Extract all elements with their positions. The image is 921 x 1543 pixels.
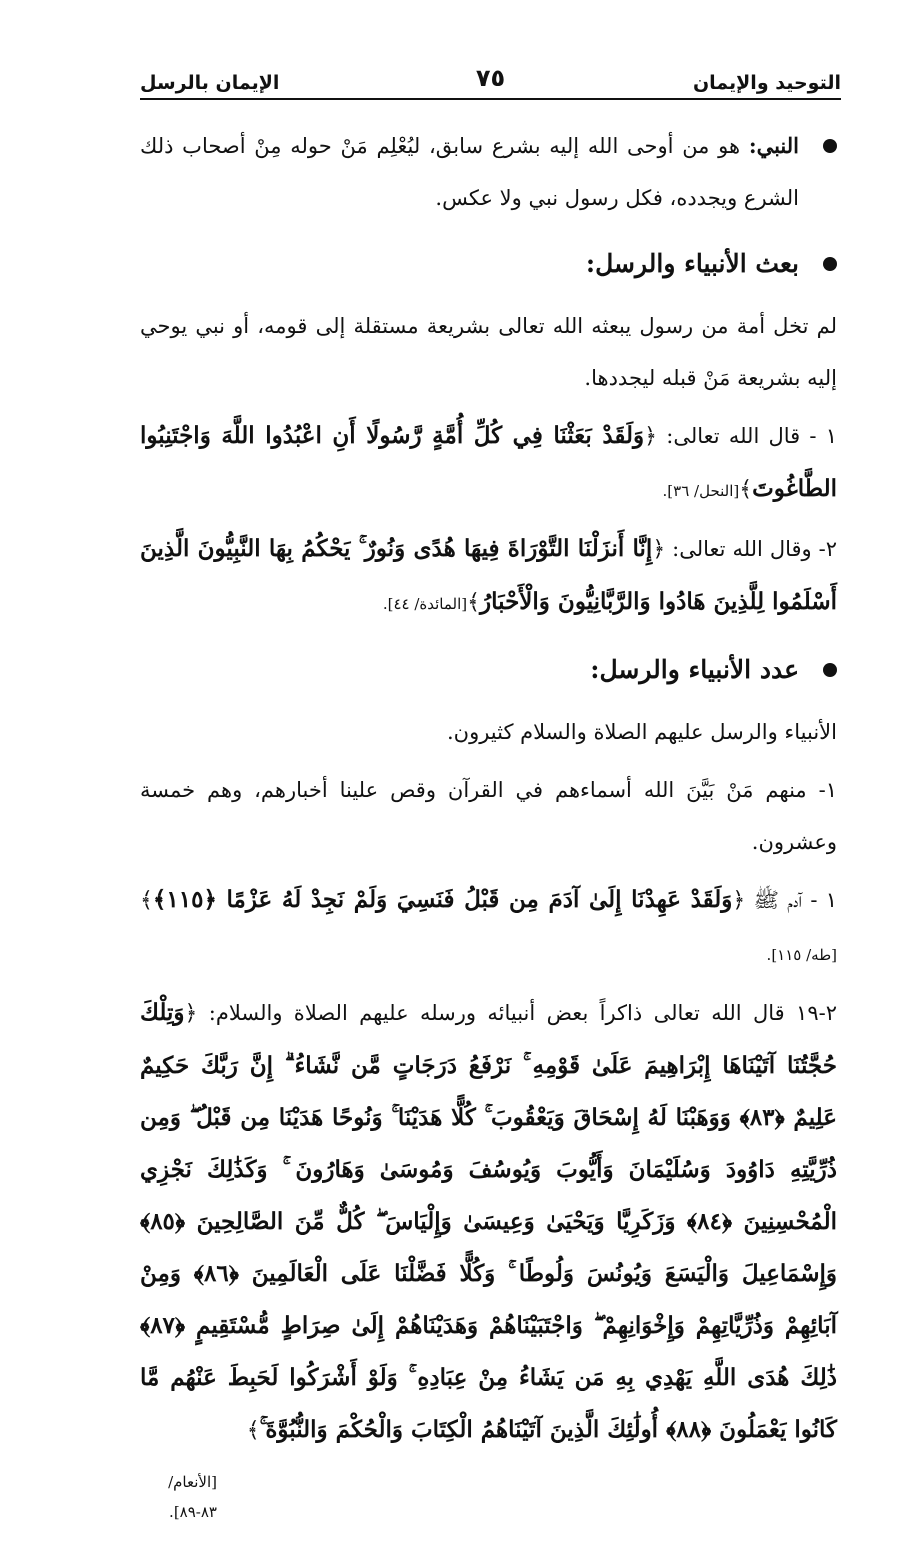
heading-text: بعث الأنبياء والرسل: [585, 249, 799, 278]
close-bracket: ﴾ [140, 888, 153, 913]
quran-verse: وَلَقَدْ عَهِدْنَا إِلَىٰ آدَمَ مِن قَبْلُ فَنَسِيَ وَلَمْ نَجِدْ لَهُ عَزْمًا ﴿١١٥﴾ [152, 886, 733, 913]
count-intro: الأنبياء والرسل عليهم الصلاة والسلام كثيرون. [446, 720, 837, 744]
item-number: ١ - [802, 888, 838, 912]
page-body [140, 120, 837, 1543]
open-bracket: ﴿ [644, 424, 658, 449]
definition-term: النبي: [748, 133, 799, 158]
item-lead: قال الله تعالى: [657, 424, 801, 448]
item-lead: وقال الله تعالى: [665, 537, 812, 561]
item-lead: قال الله تعالى ذاكراً بعض أنبيائه ورسله عليهم الصلاة والسلام: [197, 1001, 785, 1025]
close-bracket: ﴾ [739, 477, 753, 502]
prophets-list-item [140, 987, 837, 1457]
verse-reference: [النحل/ ٣٦]. [662, 482, 740, 500]
close-bracket: ﴾ [467, 590, 481, 615]
definition-text: هو من أوحى الله إليه بشرع سابق، ليُعْلِم مَنْ حوله مِنْ أصحاب ذلك الشرع ويجدده، فكل رسول نبي ولا عكس. [140, 134, 799, 210]
item-number: ٢-١٩ [784, 1001, 837, 1025]
verse-item-2 [140, 523, 837, 630]
sending-intro: لم تخل أمة من رسول يبعثه الله تعالى بشريعة مستقلة إلى قومه، أو نبي يوحي إليه بشريعة مَنْ قبله ليجددها. [140, 314, 837, 390]
verse-reference: [الأنعام/ ٨٣-٨٩]. [168, 1473, 217, 1521]
verse-reference: [طه/ ١١٥]. [766, 946, 837, 964]
page-number: ٧٥ [475, 64, 506, 92]
quran-verse: وَلَقَدْ بَعَثْنَا فِي كُلِّ أُمَّةٍ رَّسُولًا أَنِ اعْبُدُوا اللَّهَ وَاجْتَنِبُوا الطَّاغُوتَ [140, 422, 837, 502]
count-item-1 [140, 764, 837, 868]
verse-reference: [المائدة/ ٤٤]. [382, 595, 468, 613]
open-bracket: ﴿ [184, 1001, 198, 1026]
open-bracket: ﴿ [732, 888, 746, 913]
close-bracket: ﴾ [246, 1418, 260, 1443]
item-number: ١ - [800, 424, 837, 448]
open-bracket: ﴿ [652, 537, 666, 562]
quran-verse: وَتِلْكَ حُجَّتُنَا آتَيْنَاهَا إِبْرَاهِيمَ عَلَىٰ قَوْمِهِ ۚ نَرْفَعُ دَرَجَاتٍ مَّن نَّشَاءُ ۗ إِنَّ رَبَّكَ حَكِيمٌ عَلِيمٌ ﴿٨٣﴾ وَوَهَبْنَا لَهُ إِسْحَاقَ وَيَعْقُوبَ ۚ كُلًّا هَدَيْنَا ۚ وَنُوحًا هَدَيْنَا مِن قَبْلُ ۖ وَمِن ذُرِّيَّتِهِ دَاوُودَ وَسُلَيْمَانَ وَأَيُّوبَ وَيُوسُفَ وَمُوسَىٰ وَهَارُونَ ۚ وَكَذَٰلِكَ نَجْزِي الْمُحْسِنِينَ ﴿٨٤﴾ وَزَكَرِيَّا وَيَحْيَىٰ وَعِيسَىٰ وَإِلْيَاسَ ۖ كُلٌّ مِّنَ الصَّالِحِينَ ﴿٨٥﴾ وَإِسْمَاعِيلَ وَالْيَسَعَ وَيُونُسَ وَلُوطًا ۚ وَكُلًّا فَضَّلْنَا عَلَى الْعَالَمِينَ ﴿٨٦﴾ وَمِنْ آبَائِهِمْ وَذُرِّيَّاتِهِمْ وَإِخْوَانِهِمْ ۖ وَاجْتَبَيْنَاهُمْ وَهَدَيْنَاهُمْ إِلَىٰ صِرَاطٍ مُّسْتَقِيمٍ ﴿٨٧﴾ ذَٰلِكَ هُدَى اللَّهِ يَهْدِي بِهِ مَن يَشَاءُ مِنْ عِبَادِهِ ۚ وَلَوْ أَشْرَكُوا لَحَبِطَ عَنْهُم مَّا كَانُوا يَعْمَلُونَ ﴿٨٨﴾ أُولَٰئِكَ الَّذِينَ آتَيْنَاهُمُ الْكِتَابَ وَالْحُكْمَ وَالنُّبُوَّةَ ۚ [140, 999, 837, 1443]
book-title: التوحيد والإيمان [692, 72, 841, 94]
item-lead: آدم ﷺ [745, 888, 803, 912]
chapter-title: الإيمان بالرسل [140, 72, 280, 94]
section-heading-sending [140, 238, 837, 290]
heading-text: عدد الأنبياء والرسل: [590, 655, 799, 684]
item-text: منهم مَنْ بَيَّنَ الله أسماءهم في القرآن وقص علينا أخبارهم، وهم خمسة وعشرون. [140, 778, 837, 854]
verse-reference-block [140, 1467, 837, 1527]
verse-item-1 [140, 410, 837, 517]
bullet-icon [823, 139, 837, 153]
running-header [140, 52, 841, 100]
bullet-icon [823, 257, 837, 271]
item-number: ٢- [811, 537, 837, 561]
bullet-icon [823, 663, 837, 677]
section-heading-count [140, 644, 837, 696]
prophet-definition [140, 120, 837, 224]
item-number: ١- [806, 778, 837, 802]
quran-verse: إِنَّا أَنزَلْنَا التَّوْرَاةَ فِيهَا هُدًى وَنُورٌ ۚ يَحْكُمُ بِهَا النَّبِيُّونَ الَّذِينَ أَسْلَمُوا لِلَّذِينَ هَادُوا وَالرَّبَّانِيُّونَ وَالْأَحْبَارُ [140, 535, 837, 615]
prophet-adam-item [140, 874, 837, 981]
